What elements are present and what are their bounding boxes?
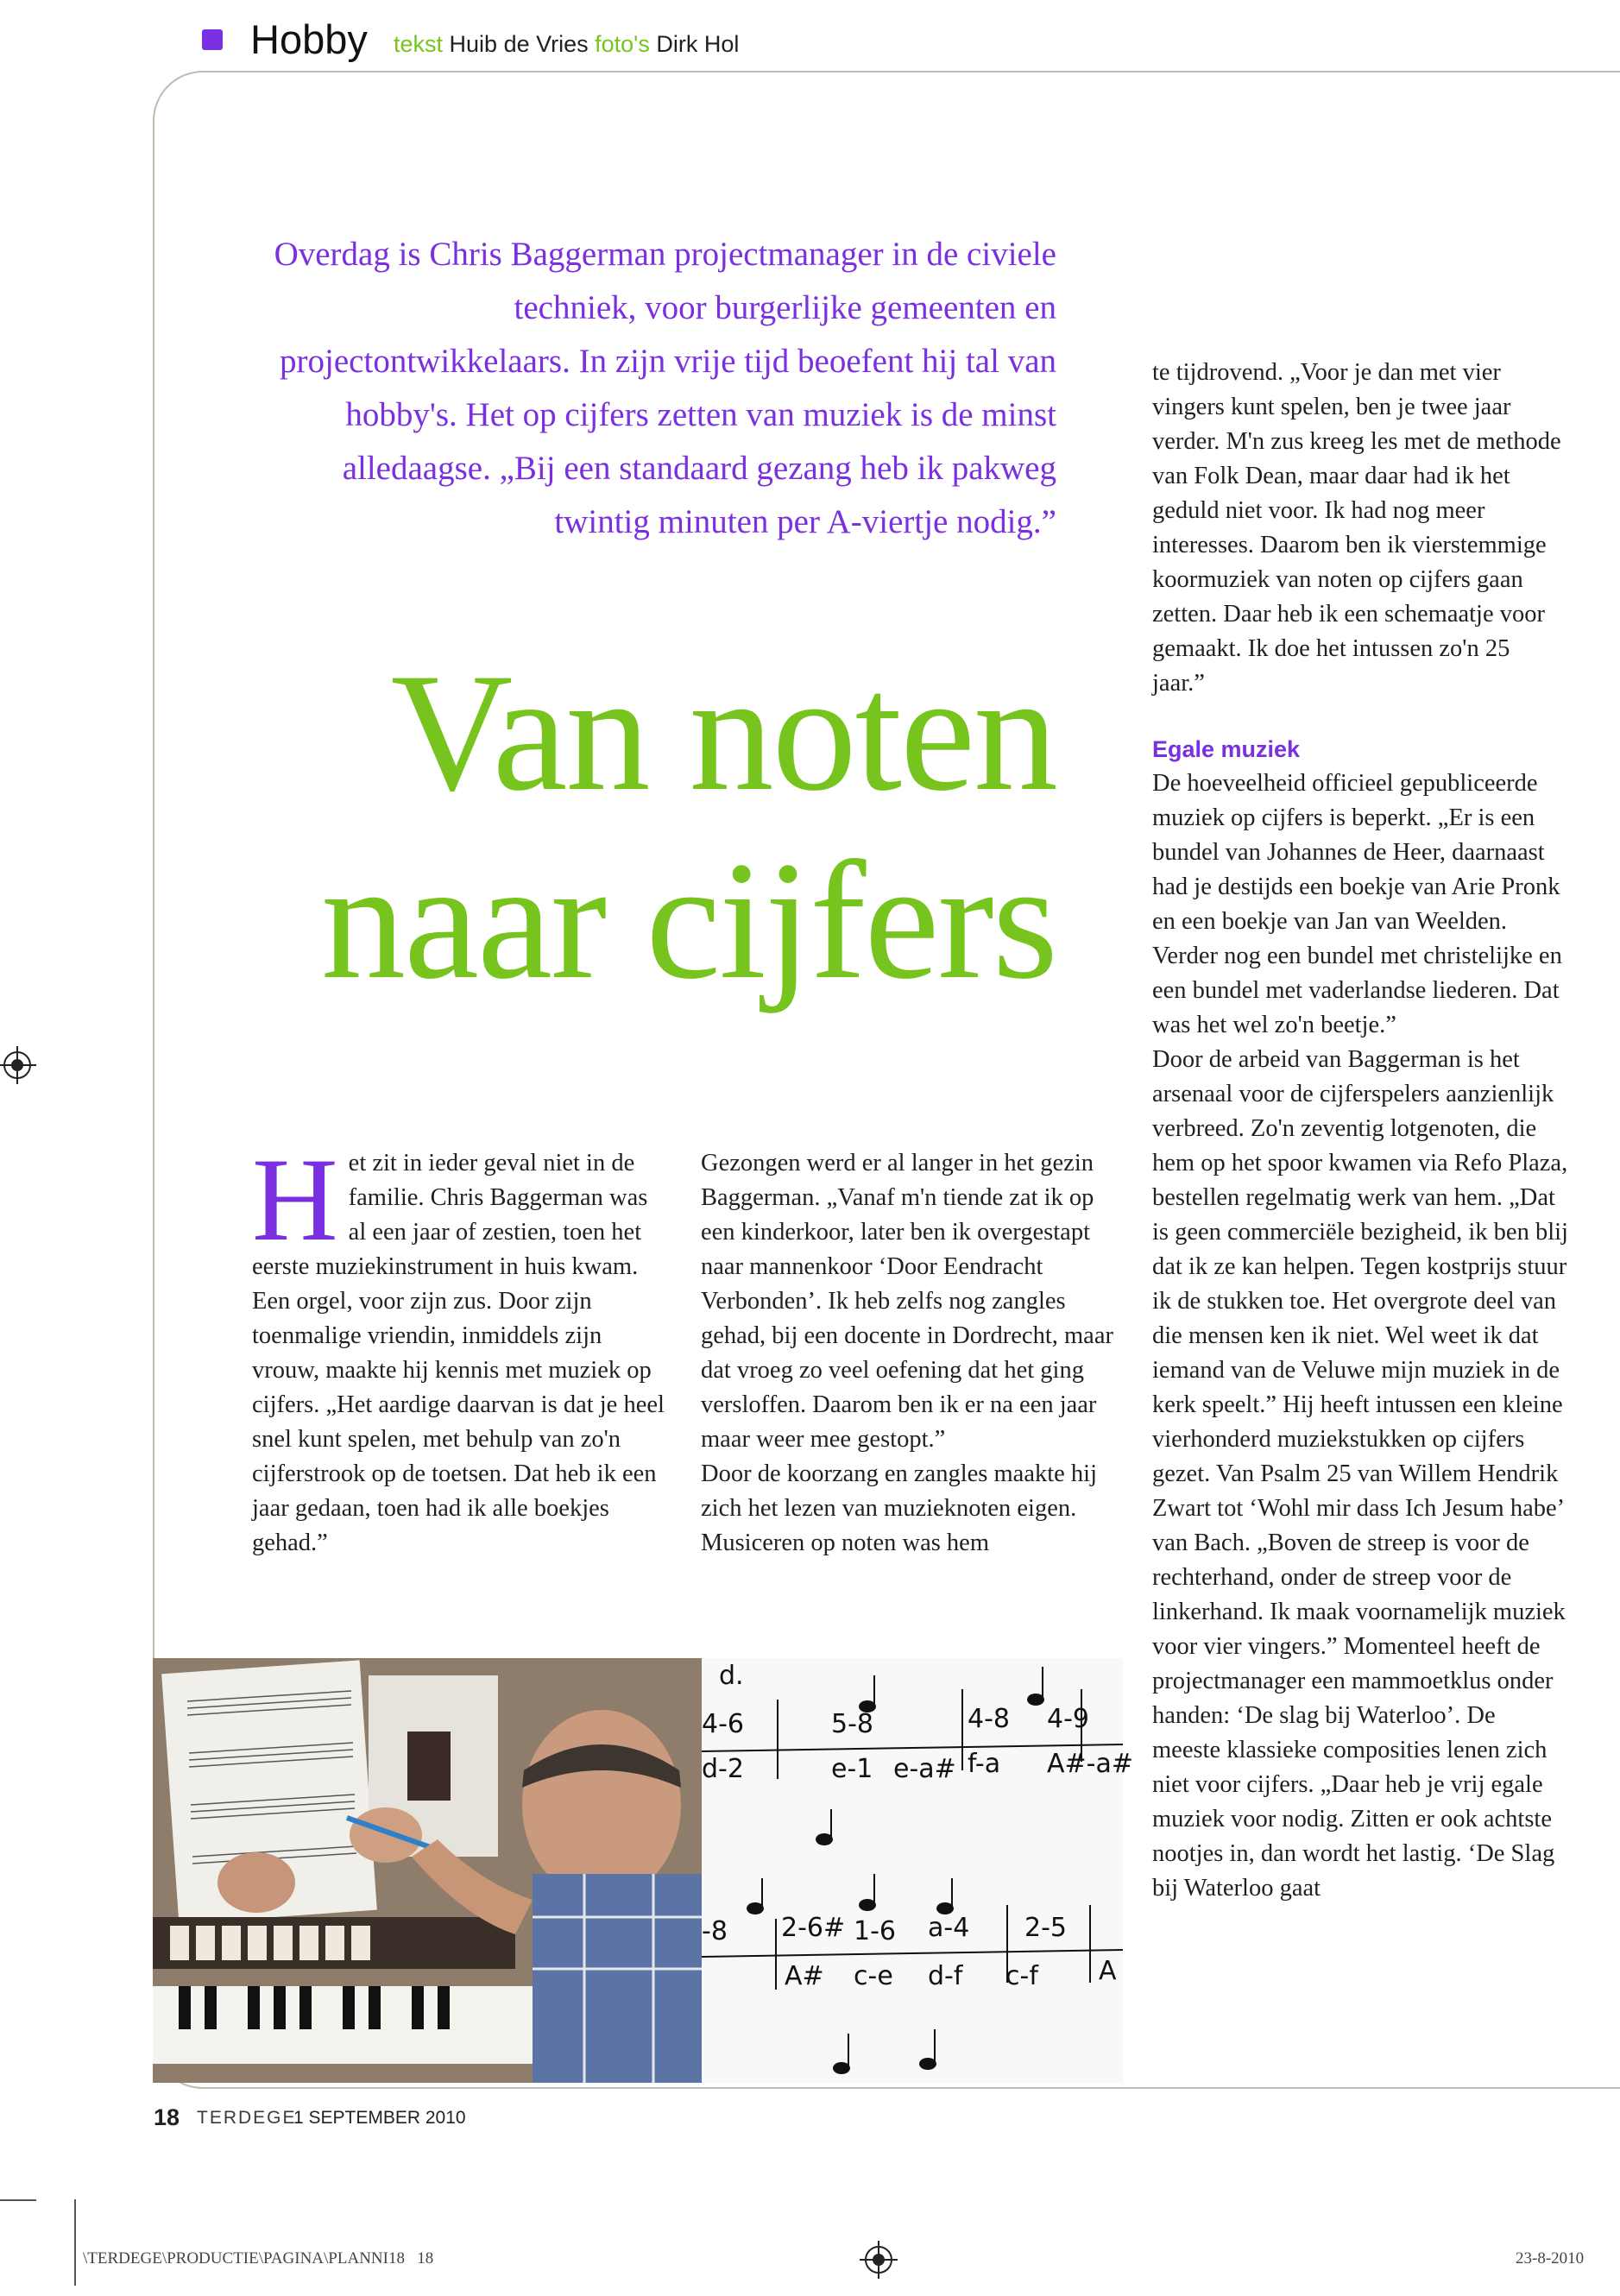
- headline-line-1: Van noten: [390, 639, 1056, 826]
- author: Huib de Vries: [449, 31, 589, 57]
- column-3-paragraph-1: te tijdrovend. „Voor je dan met vier vingers kunt spelen, ben je twee jaar verder. M'n zus kreeg les met de methode van Folk Dean, maar daar had ik het geduld niet voor. Ik had nog meer interesses. Daarom ben ik vierstemmige koormuziek van noten op cijfers gaan zetten. Daar heb ik een schemaatje voor gemaakt. Ik doe het intussen zo'n 25 jaar.”: [1152, 359, 1561, 697]
- column-3-paragraph-3: Door de arbeid van Baggerman is het arsenaal voor de cijferspelers aanzienlijk verbreed. Zo'n zeventig lotgenoten, die hem op het spoor kwamen via Refo Plaza, bestellen regelmatig werk van hem. „Dat is geen commerciële bezigheid, ik ben blij dat ik ze kan helpen. Tegen kostprijs stuur ik de stukken toe. Het overgrote deel van die mensen ken ik niet. Wel weet ik dat iemand van de Veluwe mijn muziek in de kerk speelt.” Hij heeft intussen een kleine vierhonderd muziekstukken op cijfers gezet. Van Psalm 25 van Willem Hendrik Zwart tot ‘Wohl mir dass Ich Jesum habe’ van Bach. „Boven de streep is voor de rechterhand, onder de streep voor de linkerhand. Ik maak voornamelijk muziek voor vier vingers.” Momenteel heeft de projectmanager een mammoetklus onder handen: ‘De slag bij Waterloo’. De meeste klassieke composities lenen zich niet voor cijfers. „Daar heb je vrij egale muziek voor nodig. Zitten er ook achtste nootjes in, dan wordt het lastig. ‘De Slag bij Waterloo gaat: [1152, 1046, 1568, 1902]
- credits: [394, 29, 739, 59]
- headline-line-2: naar cijfers: [321, 827, 1056, 1014]
- magazine-name: TERDEGE: [197, 2108, 297, 2128]
- column-2-paragraph-2: Door de koorzang en zangles maakte hij zich het lezen van muzieknoten eigen. Musiceren op noten was hem: [701, 1460, 1097, 1556]
- article-column-2: [701, 1146, 1119, 1561]
- article-column-3: [1152, 356, 1568, 1906]
- page-number: 18: [154, 2104, 180, 2130]
- photo-cipher-notation: [702, 1658, 1134, 2083]
- section-title: Hobby: [250, 16, 368, 62]
- notation-mark: A#: [785, 1961, 824, 1991]
- notation-mark: d-2: [702, 1754, 744, 1784]
- registration-mark-icon: [3, 1051, 31, 1079]
- photo-man-at-organ: [153, 1658, 702, 2083]
- notation-mark: f-a: [968, 1749, 1001, 1779]
- notation-mark: 2-5: [1024, 1913, 1067, 1943]
- column-2-paragraph-1: Gezongen werd er al langer in het gezin Baggerman. „Vanaf m'n tiende zat ik op een kinderkoor, later ben ik overgestapt naar mannenkoor ‘Door Eendracht Verbonden’. Ik heb zelfs nog zangles gehad, bij een docente in Dordrecht, maar dat vroeg zo veel oefening dat het ging versloffen. Daarom ben ik er na een jaar maar weer mee gestopt.”: [701, 1150, 1113, 1453]
- notation-mark: 2-6#: [781, 1913, 846, 1943]
- crop-mark: [74, 2199, 76, 2286]
- headline: [250, 639, 1056, 1015]
- notation-mark: d-f: [928, 1961, 963, 1991]
- notation-mark: a-4: [928, 1913, 970, 1943]
- column-1-text: et zit in ieder geval niet in de familie. Chris Baggerman was al een jaar of zestien, toen het eerste muziekinstrument in huis kwam. Een orgel, voor zijn zus. Door zijn toenmalige vriendin, inmiddels zijn vrouw, maakte hij kennis met muziek op cijfers. „Het aardige daarvan is dat je heel snel kunt spelen, met behulp van zo'n cijferstrook op de toetsen. Dat heb ik een jaar gedaan, toen had ik alle boekjes gehad.”: [252, 1150, 665, 1556]
- registration-mark-icon: [865, 2246, 892, 2274]
- drop-cap: H: [252, 1133, 338, 1265]
- subheading: Egale muziek: [1152, 736, 1301, 762]
- notation-mark: 4-6: [702, 1709, 744, 1739]
- notation-mark: A#-a#: [1047, 1749, 1134, 1779]
- notation-mark: c-f: [1005, 1961, 1038, 1991]
- photographer: Dirk Hol: [656, 31, 740, 57]
- organ-photo-illustration: [153, 1658, 702, 2083]
- notation-mark: 4-9: [1047, 1704, 1089, 1734]
- notation-mark: c-e: [854, 1961, 893, 1991]
- notation-photo-illustration: [702, 1658, 1134, 2083]
- column-3-paragraph-2: De hoeveelheid officieel gepubliceerde muziek op cijfers is beperkt. „Er is een bundel van Johannes de Heer, daarnaast had je destijds een boekje van Arie Pronk en een boekje van Jan van Weelden. Verder nog een bundel met christelijke en een bundel met vaderlandse liederen. Dat was het wel zo'n beetje.”: [1152, 770, 1562, 1038]
- notation-mark: d.: [719, 1661, 744, 1691]
- notation-mark: 5-8: [831, 1709, 873, 1739]
- notation-mark: 1-6: [854, 1916, 896, 1946]
- article-column-1: [252, 1133, 665, 1561]
- notation-mark: A: [1099, 1956, 1117, 1986]
- issue-date: 1 SEPTEMBER 2010: [293, 2108, 466, 2128]
- slug-path: \TERDEGE\PRODUCTIE\PAGINA\PLANNI18 18: [83, 2249, 434, 2268]
- notation-mark: e-1: [831, 1754, 873, 1784]
- notation-mark: e-a#: [893, 1754, 956, 1784]
- section-marker-icon: [202, 29, 223, 50]
- intro-paragraph: Overdag is Chris Baggerman projectmanager in de civiele techniek, voor burgerlijke gemeenten en projectontwikkelaars. In zijn vrije tijd beoefent hij tal van hobby's. Het op cijfers zetten van muziek is de minst alledaagse. „Bij een standaard gezang heb ik pakweg twintig minuten per A-viertje nodig.”: [274, 236, 1056, 540]
- text-label: tekst: [394, 31, 444, 57]
- notation-mark: 4-8: [968, 1704, 1010, 1734]
- photo-label: foto's: [595, 31, 650, 57]
- slug-date: 23-8-2010: [1516, 2249, 1585, 2268]
- crop-mark: [0, 2199, 36, 2201]
- notation-mark: -8: [702, 1916, 728, 1946]
